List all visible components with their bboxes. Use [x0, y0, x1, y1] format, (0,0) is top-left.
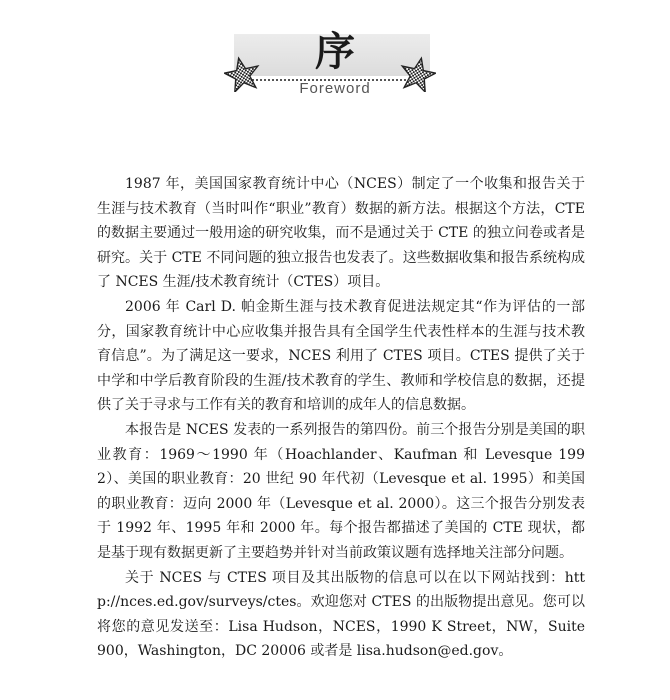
star-left-icon: [224, 56, 260, 92]
paragraph-2: 2006 年 Carl D. 帕金斯生涯与技术教育促进法规定其“作为评估的一部分，国家教育统计中心应收集并报告具有全国学生代表性样本的生涯与技术教育信息”。为了满足这一要求，NCES 利用了 CTES 项目。CTES 提供了关于中学和中学后教育阶段的生涯/技术教育的学生、教师和学校信息的数据，还提供了关于寻求与工作有关的教育和培训的成年人的信息数据。: [97, 298, 585, 414]
page-subtitle: Foreword: [299, 80, 371, 97]
paragraph-4: 关于 NCES 与 CTES 项目及其出版物的信息可以在以下网站找到：http://nces.ed.gov/surveys/ctes。欢迎您对 CTES 的出版物提出意见。您可以将您的意见发送至：Lisa Hudson，NCES，1990 K Street，NW，Suite 900，Washington，DC 20006 或者是 lisa.hudson@ed.gov。: [97, 569, 585, 660]
paragraph-3: 本报告是 NCES 发表的一系列报告的第四份。前三个报告分别是美国的职业教育：1969～1990 年（Hoachlander、Kaufman 和 Levesque 1992）、美国的职业教育：20 世纪 90 年代初（Levesque et al. 1995）和美国的职业教育：迈向 2000 年（Levesque et al. 2000）。这三个报告分别发表于 1992 年、1995 年和 2000 年。每个报告都描述了美国的 CTE 现状，都是基于现有数据更新了主要趋势并针对当前政策议题有选择地关注部分问题。: [97, 421, 585, 561]
page-title: 序: [315, 28, 355, 75]
foreword-body: [97, 172, 585, 664]
paragraph-1: 1987 年，美国国家教育统计中心（NCES）制定了一个收集和报告关于生涯与技术教育（当时叫作“职业”教育）数据的新方法。根据这个方法，CTE 的数据主要通过一般用途的研究收集，而不是通过关于 CTE 的独立问卷或者是研究。关于 CTE 不同问题的独立报告也发表了。这些数据收集和报告系统构成了 NCES 生涯/技术教育统计（CTES）项目。: [97, 176, 585, 291]
star-right-icon: [400, 56, 436, 92]
foreword-header: [0, 0, 670, 110]
